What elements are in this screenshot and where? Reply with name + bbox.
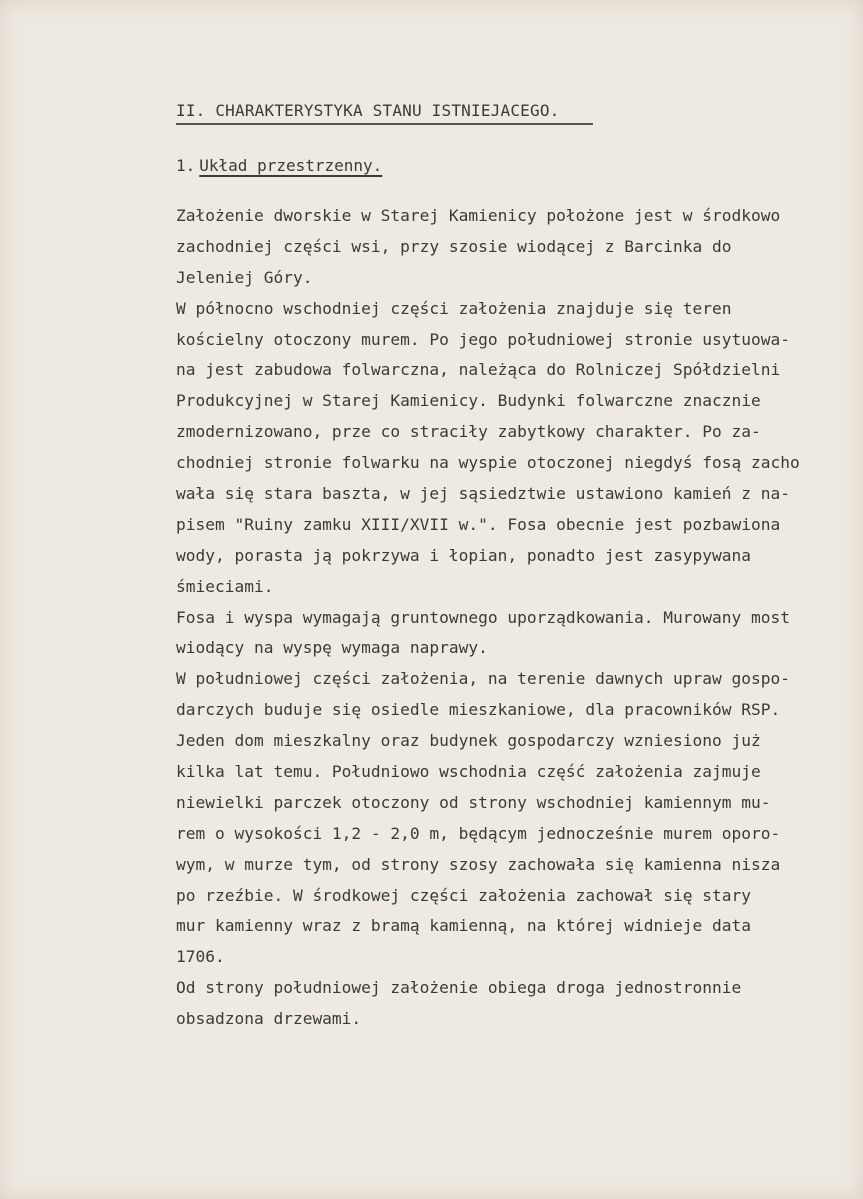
- chapter-heading-text: II. CHARAKTERYSTYKA STANU ISTNIEJACEGO.: [176, 101, 560, 120]
- text-line: Fosa i wyspa wymagają gruntownego uporządkowania. Murowany most: [176, 607, 790, 627]
- text-line: Od strony południowej założenie obiega droga jednostronnie: [176, 978, 742, 998]
- text-line: wała się stara baszta, w jej sąsiedztwie ustawiono kamień z na-: [176, 484, 790, 504]
- text-line: kilka lat temu. Południowo wschodnia część założenia zajmuje: [176, 762, 761, 782]
- text-line: zmodernizowano, prze co straciły zabytkowy charakter. Po za-: [176, 422, 761, 442]
- text-line: Jeden dom mieszkalny oraz budynek gospodarczy wzniesiono już: [176, 731, 761, 751]
- text-line: kościelny otoczony murem. Po jego południowej stronie usytuowa-: [176, 329, 790, 349]
- text-line: na jest zabudowa folwarczna, należąca do Rolniczej Spółdzielni: [176, 360, 781, 380]
- text-line: Jeleniej Góry.: [176, 267, 313, 287]
- text-line: pisem "Ruiny zamku XIII/XVII w.". Fosa obecnie jest pozbawiona: [176, 514, 781, 534]
- text-line: wody, porasta ją pokrzywa i łopian, ponadto jest zasypywana: [176, 545, 751, 565]
- section-title: Układ przestrzenny.: [199, 156, 383, 175]
- body-text: [176, 201, 836, 1035]
- text-line: wiodący na wyspę wymaga naprawy.: [176, 638, 488, 658]
- text-line: śmieciami.: [176, 576, 274, 596]
- text-line: 1706.: [176, 947, 225, 967]
- text-line: chodniej stronie folwarku na wyspie otoczonej niegdyś fosą zacho: [176, 453, 800, 473]
- text-line: zachodniej części wsi, przy szosie wiodącej z Barcinka do: [176, 236, 732, 256]
- text-line: Założenie dworskie w Starej Kamienicy położone jest w środkowo: [176, 206, 781, 225]
- text-line: W północno wschodniej części założenia znajduje się teren: [176, 298, 732, 318]
- heading-underline: [176, 123, 593, 125]
- text-line: niewielki parczek otoczony od strony wschodniej kamiennym mu-: [176, 792, 771, 812]
- text-line: obsadzona drzewami.: [176, 1009, 362, 1029]
- text-line: wym, w murze tym, od strony szosy zachowała się kamienna nisza: [176, 854, 781, 874]
- text-line: po rzeźbie. W środkowej części założenia zachował się stary: [176, 885, 751, 905]
- text-line: Produkcyjnej w Starej Kamienicy. Budynki folwarczne znacznie: [176, 391, 761, 411]
- text-line: rem o wysokości 1,2 - 2,0 m, będącym jednocześnie murem oporo-: [176, 823, 781, 843]
- text-line: darczych buduje się osiedle mieszkaniowe, dla pracowników RSP.: [176, 700, 781, 720]
- section-number: 1.: [176, 156, 196, 175]
- section-heading: [176, 156, 382, 175]
- text-line: mur kamienny wraz z bramą kamienną, na której widnieje data: [176, 916, 751, 936]
- text-line: W południowej części założenia, na terenie dawnych upraw gospo-: [176, 669, 790, 689]
- chapter-heading: [176, 101, 593, 125]
